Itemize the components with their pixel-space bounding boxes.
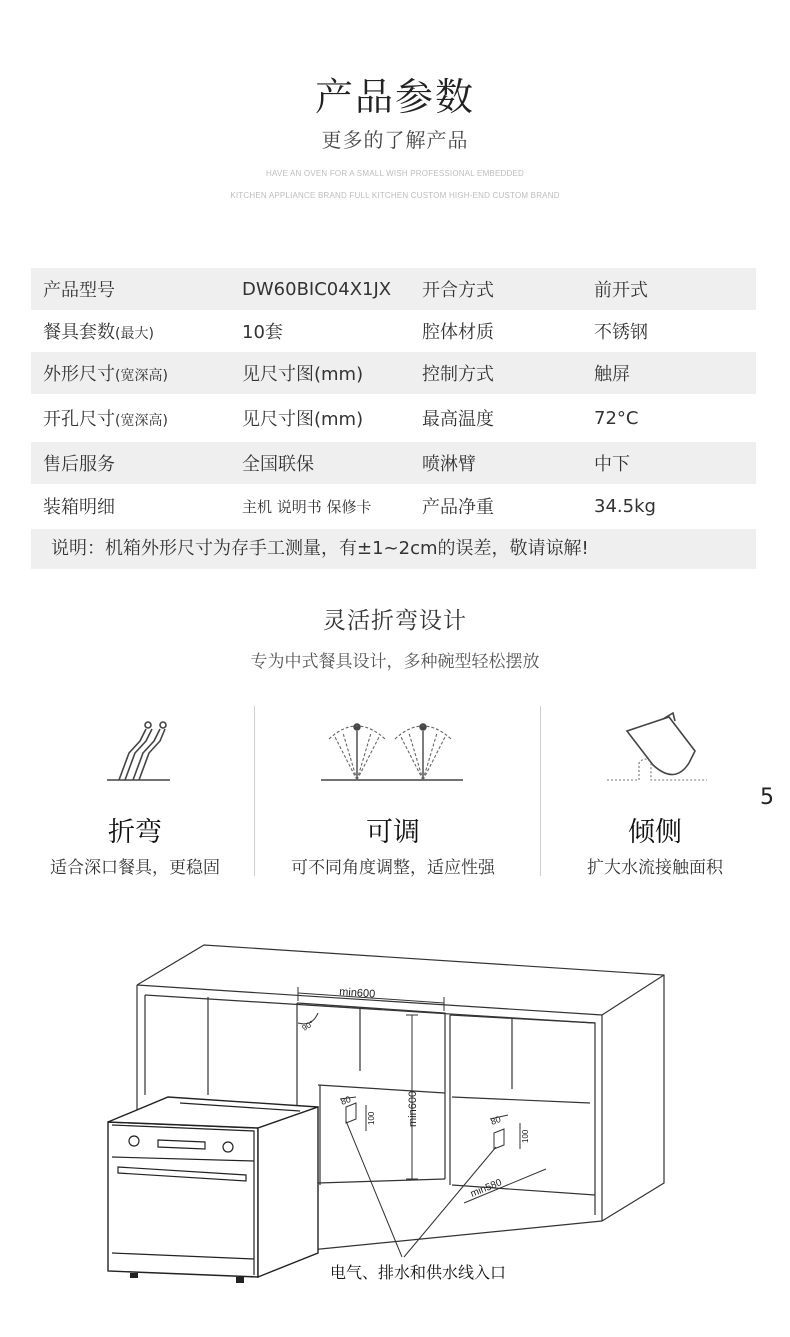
spec-row	[31, 352, 756, 394]
feature-title: 可调	[366, 817, 420, 848]
spec-value: 见尺寸图(mm)	[242, 364, 364, 385]
spec-key: 最高温度	[422, 409, 494, 430]
divider	[254, 706, 255, 876]
spec-key: 开孔尺寸(宽深高)	[43, 409, 168, 430]
installation-diagram	[0, 935, 790, 1315]
spec-value: 前开式	[594, 280, 648, 301]
dim-80-a: 80	[339, 1094, 353, 1107]
spec-row	[31, 484, 756, 528]
english-tagline-1: HAVE AN OVEN FOR A SMALL WISH PROFESSIONAL EMBEDDED	[266, 169, 524, 178]
bent-rack-icon	[15, 703, 255, 803]
dim-angle: 90°	[300, 1018, 316, 1033]
spec-key: 餐具套数(最大)	[43, 322, 154, 343]
spec-key: 控制方式	[422, 364, 494, 385]
feature-adjust	[273, 703, 513, 883]
spec-row	[31, 442, 756, 484]
page-number: 5	[760, 785, 774, 810]
section-subtitle: 专为中式餐具设计，多种碗型轻松摆放	[250, 652, 540, 672]
spec-value: 全国联保	[242, 454, 314, 475]
feature-bend	[15, 703, 255, 883]
dim-100-b: 100	[521, 1129, 530, 1143]
spec-value: 不锈钢	[594, 322, 648, 343]
spec-row	[31, 268, 756, 310]
spec-table	[31, 268, 756, 528]
dim-depth: min580	[469, 1177, 504, 1200]
spec-value: DW60BIC04X1JX	[242, 278, 392, 300]
spec-key: 喷淋臂	[422, 454, 476, 475]
dim-width: min600	[338, 986, 376, 1001]
spec-key: 外形尺寸(宽深高)	[43, 364, 168, 385]
dim-height: min600	[407, 1090, 419, 1127]
spec-key: 装箱明细	[43, 497, 115, 518]
adjustable-tines-icon	[273, 703, 513, 803]
feature-title: 倾侧	[628, 817, 682, 848]
spec-key: 产品净重	[422, 497, 494, 518]
feature-title: 折弯	[108, 817, 162, 848]
page-subtitle: 更多的了解产品	[321, 128, 469, 152]
tilted-bowl-icon	[535, 703, 775, 803]
dim-80-b: 80	[489, 1114, 503, 1127]
spec-row	[31, 394, 756, 442]
spec-value: 主机 说明书 保修卡	[242, 497, 372, 516]
spec-value: 34.5kg	[594, 495, 656, 517]
spec-key: 腔体材质	[422, 322, 494, 343]
spec-row	[31, 310, 756, 352]
feature-desc: 可不同角度调整，适应性强	[291, 858, 495, 878]
spec-value: 72°C	[594, 407, 639, 429]
feature-desc: 适合深口餐具，更稳固	[50, 858, 220, 878]
spec-value: 10套	[242, 322, 283, 343]
installation-label: 电气、排水和供水线入口	[330, 1263, 507, 1282]
dim-100-a: 100	[367, 1111, 376, 1125]
spec-key: 售后服务	[43, 454, 115, 475]
feature-tilt	[535, 703, 775, 883]
section-title: 灵活折弯设计	[323, 608, 467, 634]
spec-key: 开合方式	[422, 280, 494, 301]
page-title: 产品参数	[314, 75, 475, 119]
spec-note: 说明：机箱外形尺寸为存手工测量，有±1~2cm的误差，敬请谅解!	[31, 529, 756, 569]
spec-key: 产品型号	[43, 280, 115, 301]
spec-value: 触屏	[594, 364, 630, 385]
english-tagline-2: KITCHEN APPLIANCE BRAND FULL KITCHEN CUSTOM HIGH-END CUSTOM BRAND	[230, 191, 560, 200]
spec-value: 中下	[594, 454, 630, 475]
spec-value: 见尺寸图(mm)	[242, 409, 364, 430]
feature-desc: 扩大水流接触面积	[587, 858, 723, 878]
